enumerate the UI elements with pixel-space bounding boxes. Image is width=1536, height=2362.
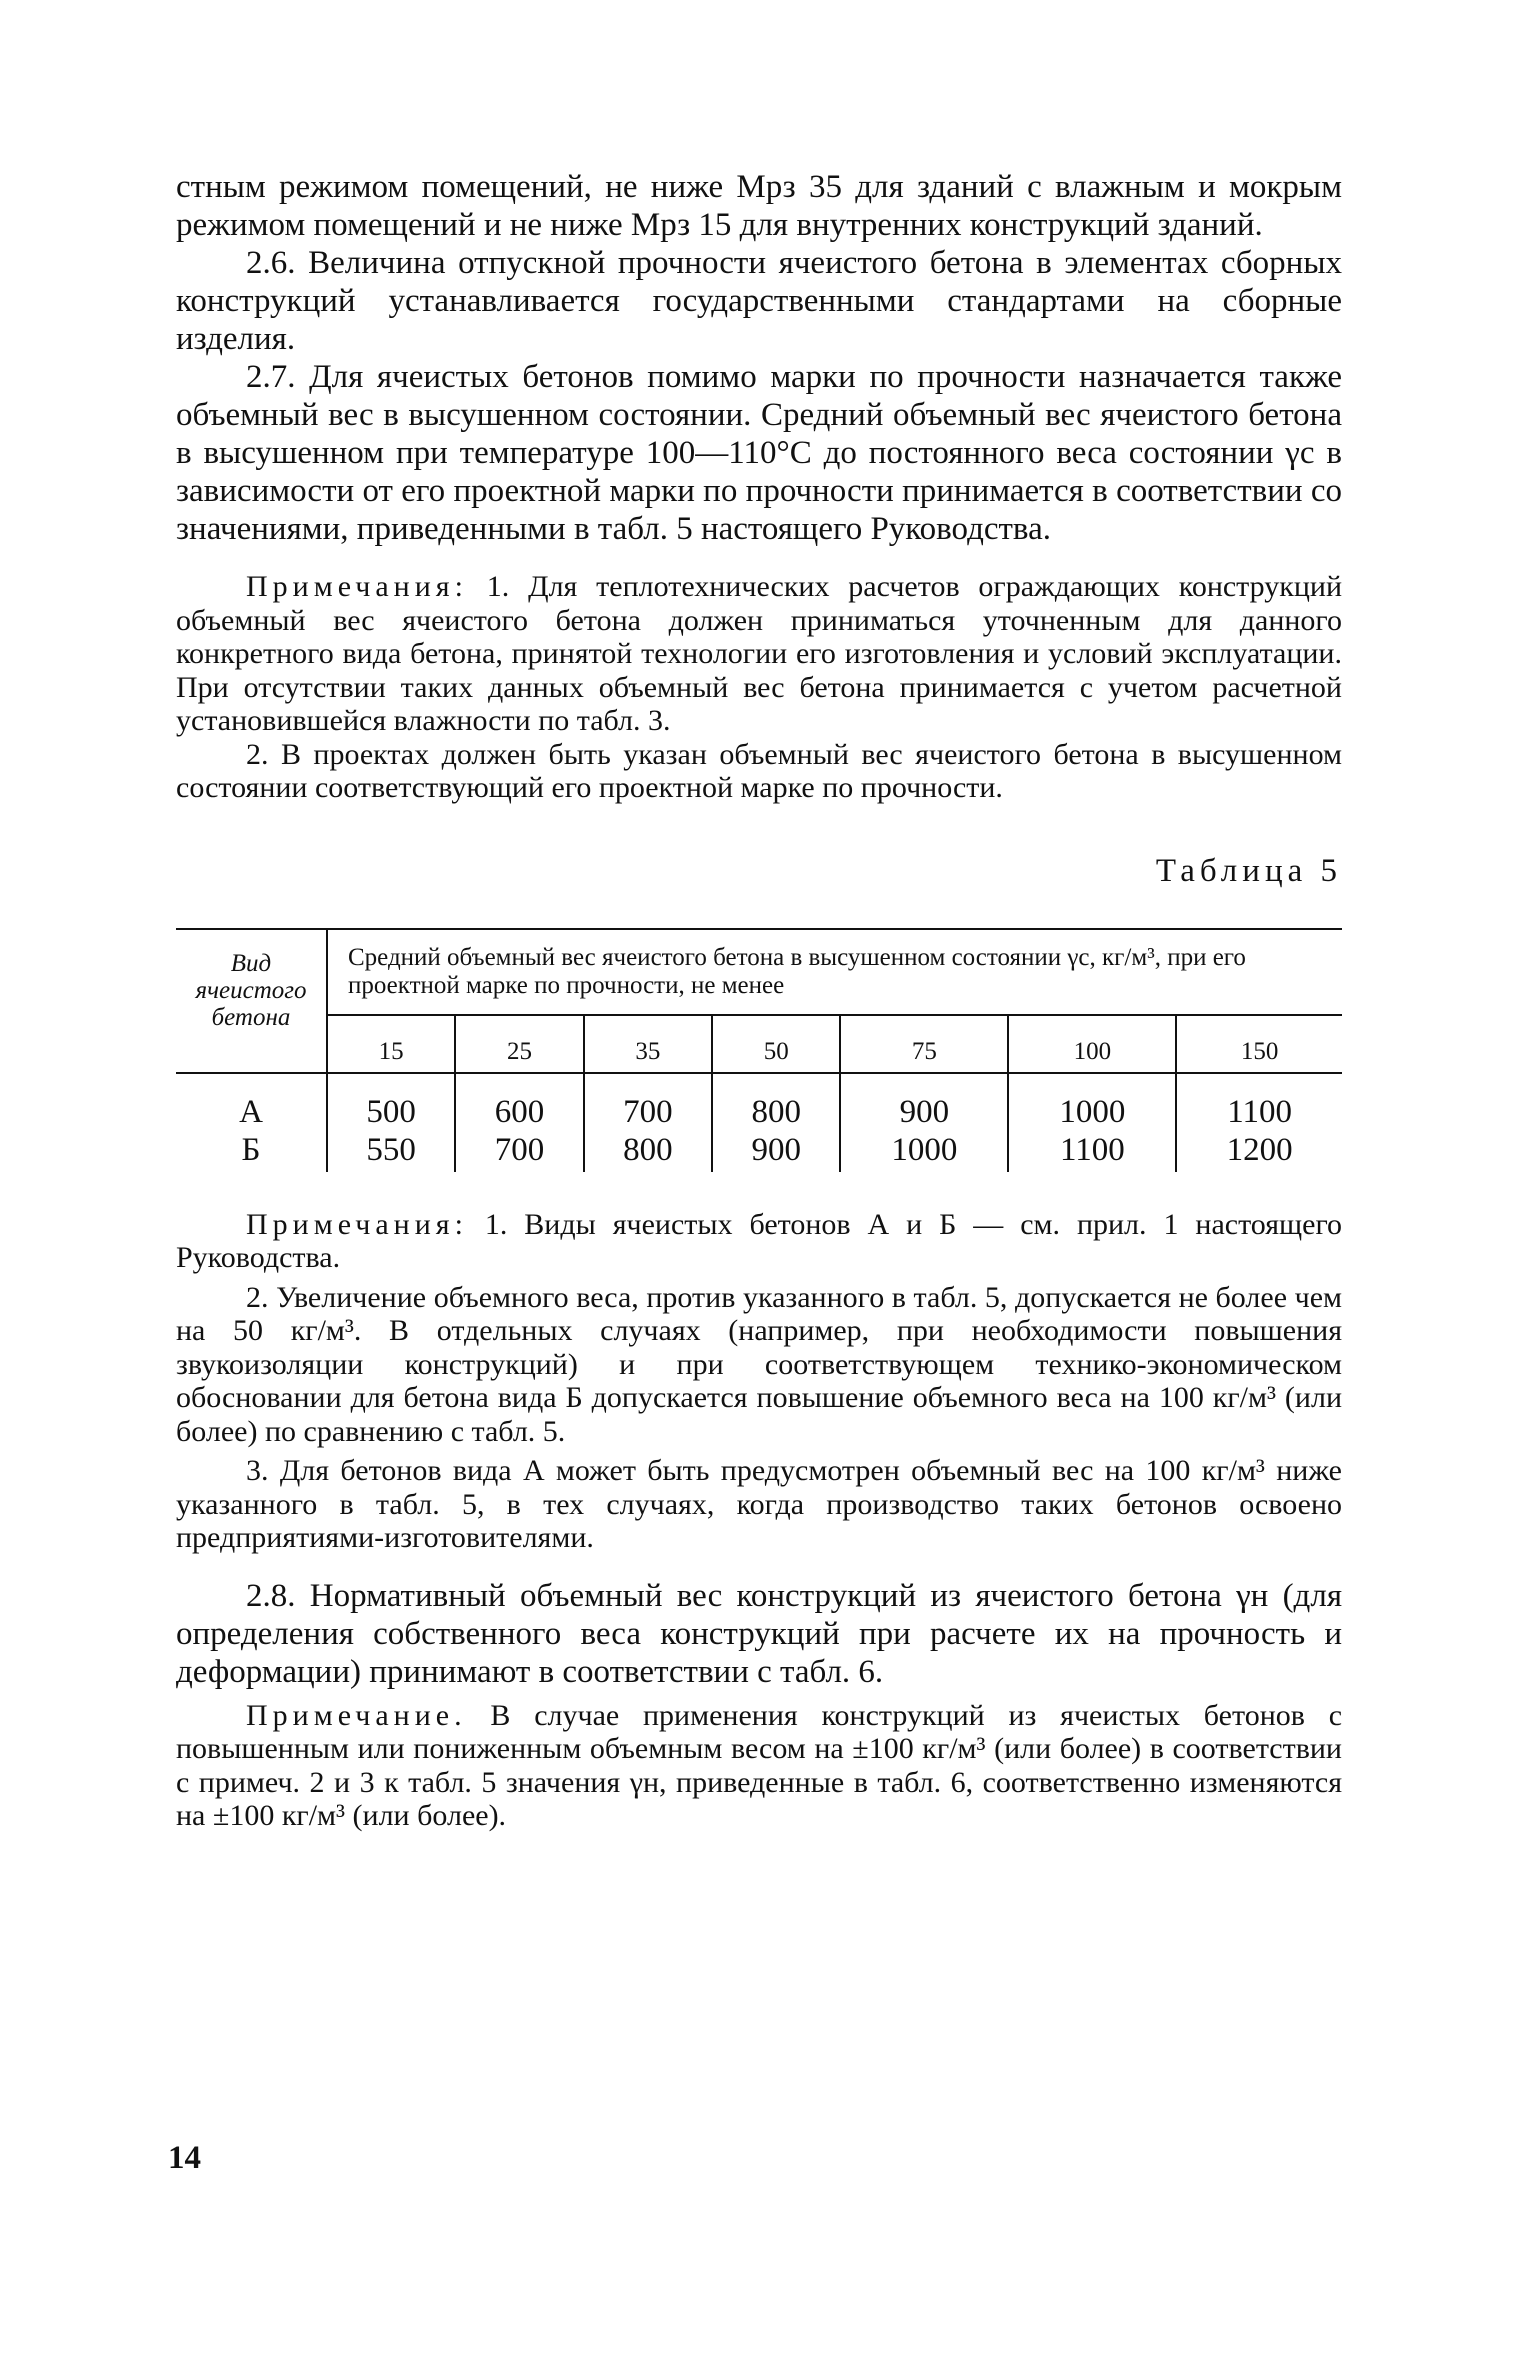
table-cell: 800 [712,1073,840,1131]
table-cell: 600 [455,1073,583,1131]
density-table [176,928,1342,1172]
note-b-1 [176,1208,1342,1275]
table-cell: 700 [584,1073,712,1131]
note-a-label: Примечания: [246,570,468,603]
table-cell: 1000 [840,1131,1008,1172]
grade-header: 100 [1008,1015,1176,1073]
note-c [176,1699,1342,1833]
paragraph-2-6: 2.6. Величина отпускной прочности ячеистого бетона в элементах сборных конструкций устанавливается государственными стандартами на сборные изделия. [176,245,1342,357]
table-cell: 1100 [1008,1131,1176,1172]
grade-header: 25 [455,1015,583,1073]
grade-header: 15 [327,1015,455,1073]
table-cell: 800 [584,1131,712,1172]
table-cell: 900 [840,1073,1008,1131]
page-number: 14 [168,2140,201,2176]
table-cell: 1000 [1008,1073,1176,1131]
column-header-type: Вид ячеистого бетона [176,929,327,1073]
grade-header: 75 [840,1015,1008,1073]
note-b-1-text: 1. Виды ячеистых бетонов А и Б — см. прил. 1 настоящего Руководства. [176,1207,1342,1274]
paragraph-2-7: 2.7. Для ячеистых бетонов помимо марки по прочности назначается также объемный вес в высушенном состоянии. Средний объемный вес ячеистого бетона в высушенном при температуре 100—110°С до постоянного веса состоянии γс в зависимости от его проектной марки по прочности принимается в соответствии со значениями, приведенными в табл. 5 настоящего Руководства. [176,359,1342,547]
grade-header: 150 [1240,1037,1279,1065]
row-type: А [176,1073,327,1131]
paragraph-continuation: стным режимом помещений, не ниже Мрз 35 для зданий с влажным и мокрым режимом помещений и не ниже Мрз 15 для внутренних конструкций зданий. [176,169,1342,243]
grades-row [176,1015,1342,1073]
table-cell: 1100 [1176,1073,1342,1131]
table-cell: 1200 [1226,1131,1293,1168]
table-header-row [176,929,1342,1015]
table-cell: 550 [327,1131,455,1172]
column-header-main: Средний объемный вес ячеистого бетона в высушенном состоянии γс, кг/м³, при его проектной марке по прочности, не менее [327,929,1342,1015]
paragraph-2-8: 2.8. Нормативный объемный вес конструкций из ячеистого бетона γн (для определения собственного веса конструкций при расчете их на прочность и деформации) принимают в соответствии с табл. 6. [176,1577,1342,1690]
grade-header: 50 [712,1015,840,1073]
page-body [176,168,1342,1833]
note-b-2: 2. Увеличение объемного веса, против указанного в табл. 5, допускается не более чем на 50 кг/м³. В отдельных случаях (например, при необходимости повышения звукоизоляции конструкций) и при соответствующем технико-экономическом обосновании для бетона вида Б допускается повышение объемного веса на 100 кг/м³ (или более) по сравнению с табл. 5. [176,1280,1342,1448]
note-a-2: 2. В проектах должен быть указан объемный вес ячеистого бетона в высушенном состоянии соответствующий его проектной марке по прочности. [176,737,1342,804]
note-c-label: Примечание. [246,1698,467,1732]
note-a-1 [176,570,1342,738]
table-row [176,1131,1342,1172]
table-cell: 500 [327,1073,455,1131]
table-cell: 700 [455,1131,583,1172]
note-c-text: В случае применения конструкций из ячеистых бетонов с повышенным или пониженным объемным весом на ±100 кг/м³ (или более) в соответствии с примеч. 2 и 3 к табл. 5 значения γн, приведенные в табл. 6, соответственно изменяются на ±100 кг/м³ (или более). [176,1698,1343,1832]
note-a-1-text: 1. Для теплотехнических расчетов ограждающих конструкций объемный вес ячеистого бетона должен приниматься уточненным для данного конкретного вида бетона, принятой технологии его изготовления и условий эксплуатации. При отсутствии таких данных объемный вес бетона принимается с учетом расчетной установившейся влажности по табл. 3. [176,570,1343,737]
note-b-label: Примечания: [246,1207,468,1241]
table-row [176,1073,1342,1131]
grade-header: 35 [584,1015,712,1073]
table-cell: 900 [712,1131,840,1172]
note-b-3: 3. Для бетонов вида А может быть предусмотрен объемный вес на 100 кг/м³ ниже указанного в табл. 5, в тех случаях, когда производство таких бетонов освоено предприятиями-изготовителями. [176,1454,1342,1554]
row-type: Б [176,1131,327,1172]
table-caption: Таблица 5 [1155,852,1342,889]
